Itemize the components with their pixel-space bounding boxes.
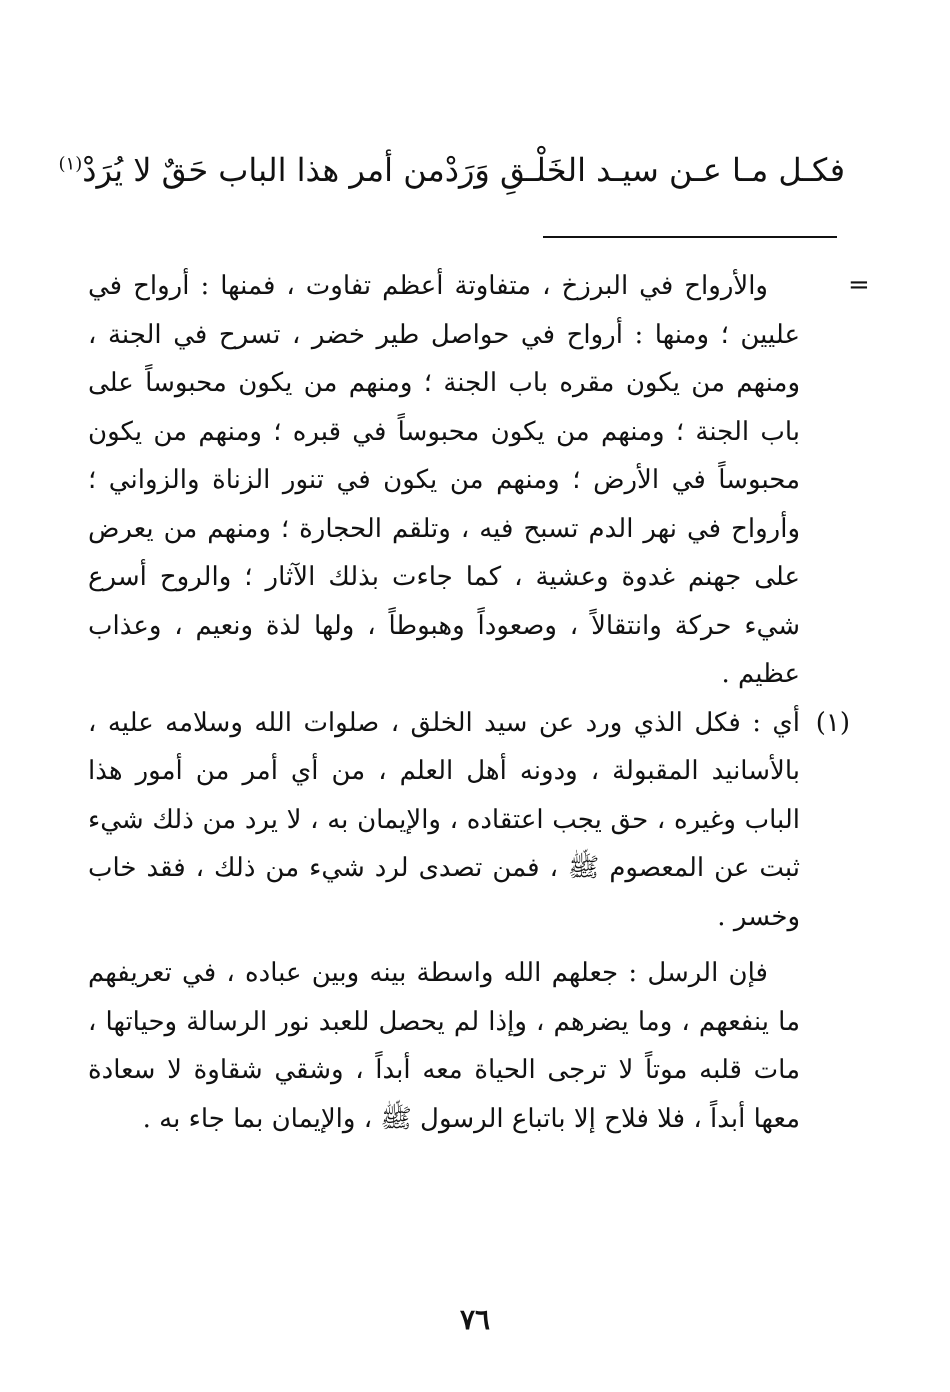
footnote-separator	[543, 236, 837, 238]
footnote-continuation: والأرواح في البرزخ ، متفاوتة أعظم تفاوت ، فمنها : أرواح في عليين ؛ ومنها : أرواح في حواصل طير خضر ، تسرح في الجنة ، ومنهم من يكون مقره باب الجنة ؛ ومنهم من يكون محبوساً على باب الجنة ؛ ومنهم من يكون محبوساً في قبره ؛ ومنهم من يكون محبوساً في الأرض ؛ ومنهم من يكون في تنور الزناة والزواني ؛ وأرواح في نهر الدم تسبح فيه ، وتلقم الحجارة ؛ ومنهم من يعرض على جهنم غدوة وعشية ، كما جاءت بذلك الآثار ؛ والروح أسرع شيء حركة وانتقالاً ، وصعوداً وهبوطاً ، ولها لذة ونعيم ، وعذاب عظيم .	[88, 271, 800, 689]
page-number: ٧٦	[459, 1303, 491, 1336]
footnote-1-continued: فإن الرسل : جعلهم الله واسطة بينه وبين عباده ، في تعريفهم ما ينفعهم ، وما يضرهم ، وإذا لم يحصل للعبد نور الرسالة وحياتها ، مات قلبه موتاً لا ترجى الحياة معه أبداً ، وشقي شقاوة لا سعادة معها أبداً ، فلا فلاح إلا باتباع الرسول ﷺ ، والإيمان بما جاء به .	[88, 958, 800, 1134]
verse-first-hemistich: فكـل مـا عـن سيـد الخَلْـقِ وَرَدْ	[444, 151, 845, 189]
verse-second-hemistich: من أمر هذا الباب حَقٌ لا يُرَدْ$^{(١)}$	[58, 151, 445, 189]
footnote-1-text: أي : فكل الذي ورد عن سيد الخلق ، صلوات الله وسلامه عليه ، بالأسانيد المقبولة ، ودونه أهل العلم ، من أي أمر من أمور هذا الباب وغيره ، حق يجب اعتقاده ، والإيمان به ، لا يرد من ذلك شيء ثبت عن المعصوم ﷺ ، فمن تصدى لرد شيء من ذلك ، فقد خاب وخسر .	[88, 707, 801, 932]
footnote-reference: (١)	[58, 153, 83, 175]
footnotes-section	[88, 262, 850, 1143]
footnote-1	[88, 699, 850, 942]
footnote-1-number: (١)	[815, 707, 850, 738]
poem-verse	[58, 140, 845, 200]
continuation-mark: =	[848, 270, 870, 300]
